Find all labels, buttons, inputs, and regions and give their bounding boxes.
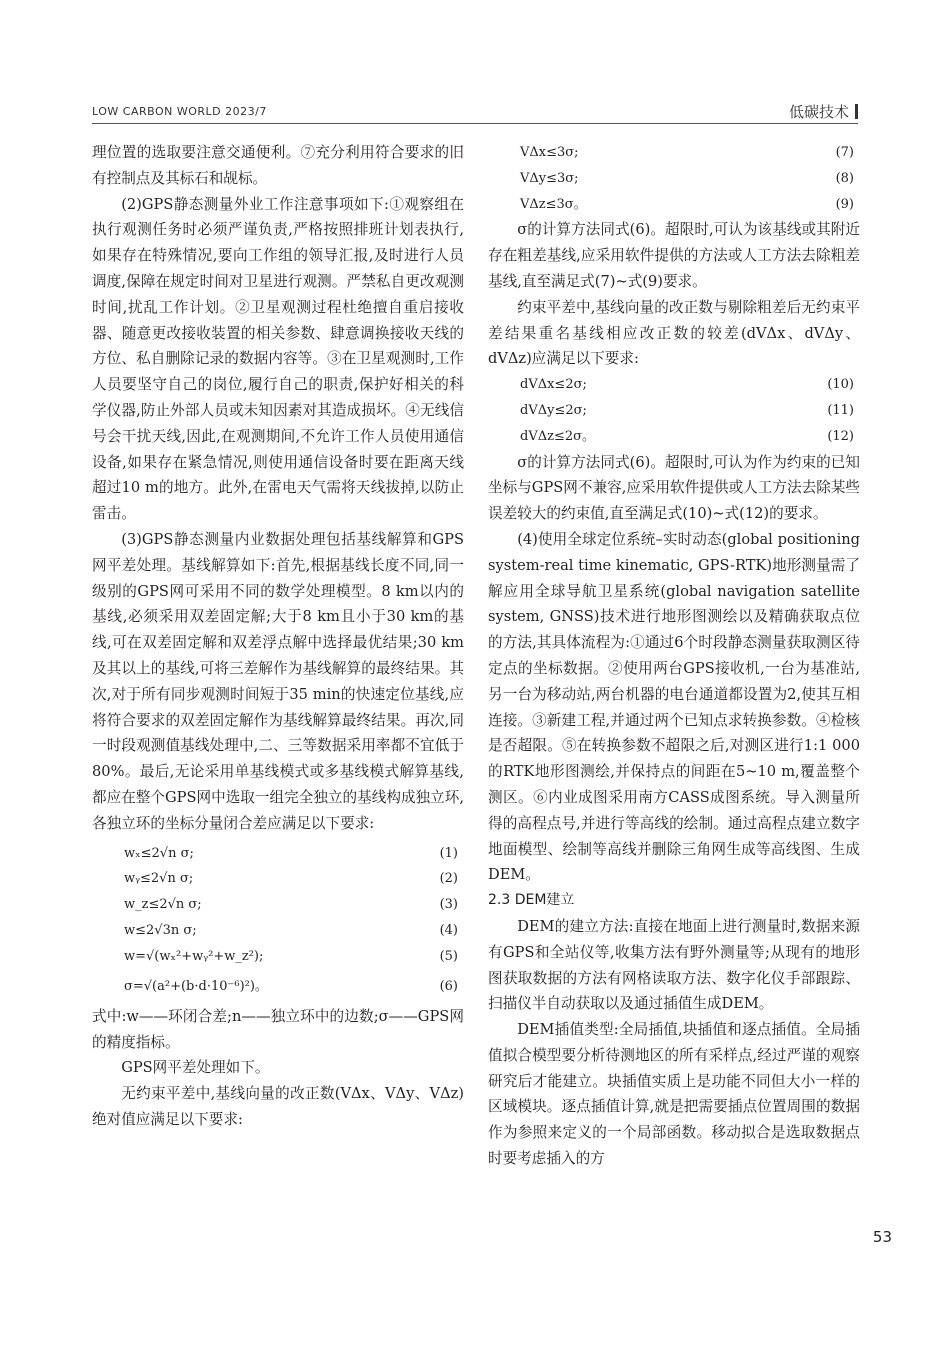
equation: dVΔz≤2σ。 (12) bbox=[520, 428, 854, 444]
equation: VΔz≤3σ。 (9) bbox=[520, 196, 854, 212]
paragraph: σ的计算方法同式(6)。超限时,可认为作为约束的已知坐标与GPS网不兼容,应采用软件提供或人工方法去除某些误差较大的约束值,直至满足式(10)~式(12)的要求。 bbox=[488, 453, 860, 523]
header-rule bbox=[92, 123, 858, 124]
paragraph: GPS网平差处理如下。 bbox=[121, 1059, 270, 1077]
equation: w=√(wₓ²+wᵧ²+w_z²); (5) bbox=[124, 948, 458, 964]
equation: VΔx≤3σ; (7) bbox=[520, 145, 854, 160]
paragraph: (4)使用全球定位系统–实时动态(global positioning system-real time kinematic, GPS-RTK)地形测量需了解应用全球导航卫星系统(global navigation satellite system, GNSS)技术进行地形图测绘以及精确获取点位的方法,其具体流程为:①通过6个时段静态测量获取测区待定点的坐标数据。②使用两台GPS接收机,一台为基准站,另一台为移动站,两台机器的电台通道都设置为2,使其互相连接。③新建工程,并通过两个已知点求转换参数。④检核是否超限。⑤在转换参数不超限之后,对测区进行1:1 000的RTK地形图测绘,并保持点的间距在5~10 m,覆盖整个测区。⑥内业成图采用南方CASS成图系统。导入测量所得的高程点号,并进行等高线的绘制。通过高程点建立数字地面模型、绘制等高线并删除三角网生成等高线图、生成DEM。 bbox=[488, 530, 860, 884]
paragraph: (3)GPS静态测量内业数据处理包括基线解算和GPS网平差处理。基线解算如下:首先,根据基线长度不同,同一级别的GPS网可采用不同的数学处理模型。8 km以内的基线,必须采用双差固定解;大于8 km且小于30 km的基线,可在双差固定解和双差浮点解中选择最优结果;30 km及其以上的基线,可将三差解作为基线解算的最终结果。其次,对于所有同步观测时间短于35 min的快速定位基线,应将符合要求的双差固定解作为基线解算最终结果。再次,同一时段观测值基线处理中,二、三等数据采用率都不宜低于80%。最后,无论采用单基线模式或多基线模式解算基线,都应在整个GPS网中选取一组完全独立的基线构成独立环,各独立环的坐标分量闭合差应满足以下要求: bbox=[92, 530, 464, 832]
section-header bbox=[789, 101, 858, 122]
equation: σ=√(a²+(b·d·10⁻⁶)²)。 (6) bbox=[124, 978, 458, 994]
equation: w≤2√3n σ; (4) bbox=[124, 922, 458, 938]
equation: wᵧ≤2√n σ; (2) bbox=[124, 871, 458, 887]
section-title: 低碳技术 bbox=[788, 103, 849, 121]
paragraph: 约束平差中,基线向量的改正数与剔除粗差后无约束平差结果重名基线相应改正数的较差(dVΔx、dVΔy、dVΔz)应满足以下要求: bbox=[488, 298, 860, 368]
paragraph: (2)GPS静态测量外业工作注意事项如下:①观察组在执行观测任务时必须严谨负责,严格按照排班计划表执行,如果存在特殊情况,要向工作组的领导汇报,及时进行人员调度,保障在规定时间对卫星进行观测。严禁私自更改观测时间,扰乱工作计划。②卫星观测过程杜绝擅自重启接收器、随意更改接收装置的相关参数、肆意调换接收天线的方位、私自删除记录的数据内容等。③在卫星观测时,工作人员要坚守自己的岗位,履行自己的职责,保护好相关的科学仪器,防止外部人员或未知因素对其造成损坏。④无线信号会干扰天线,因此,在观测期间,不允许工作人员使用通信设备,如果存在紧急情况,则使用通信设备时要在距离天线超过10 m的地方。此外,在雷电天气需将天线拔掉,以防止雷击。 bbox=[92, 195, 464, 523]
equation: wₓ≤2√n σ; (1) bbox=[124, 845, 458, 861]
header-bar bbox=[855, 104, 858, 119]
page-number: 53 bbox=[872, 1228, 892, 1246]
paragraph: σ的计算方法同式(6)。超限时,可认为该基线或其附近存在粗差基线,应采用软件提供的方法或人工方法去除粗差基线,直至满足式(7)~式(9)要求。 bbox=[488, 221, 860, 290]
equation: dVΔx≤2σ; (10) bbox=[520, 377, 854, 393]
paragraph: 式中:w——环闭合差;n——独立环中的边数;σ——GPS网的精度指标。 bbox=[92, 1007, 464, 1051]
left-column bbox=[92, 140, 464, 1133]
paragraph: 理位置的选取要注意交通便利。⑦充分利用符合要求的旧有控制点及其标石和觇标。 bbox=[92, 144, 464, 187]
journal-header: LOW CARBON WORLD 2023/7 bbox=[92, 105, 267, 118]
right-column bbox=[488, 140, 860, 1172]
equation: dVΔy≤2σ; (11) bbox=[520, 402, 854, 418]
paragraph: 无约束平差中,基线向量的改正数(VΔx、VΔy、VΔz)绝对值应满足以下要求: bbox=[92, 1085, 464, 1128]
equation: VΔy≤3σ; (8) bbox=[520, 170, 854, 186]
paragraph: DEM插值类型:全局插值,块插值和逐点插值。全局插值拟合模型要分析待测地区的所有采样点,经过严谨的观察研究后才能建立。块插值实质上是功能不同但大小一样的区域模块。逐点插值计算,就是把需要插点位置周围的数据作为参照来定义的一个局部函数。移动拟合是选取数据点时要考虑插入的方 bbox=[488, 1021, 860, 1168]
equation: w_z≤2√n σ; (3) bbox=[124, 897, 458, 913]
paragraph: DEM的建立方法:直接在地面上进行测量时,数据来源有GPS和全站仪等,收集方法有野外测量等;从现有的地形图获取数据的方法有网格读取方法、数字化仪手部跟踪、扫描仪半自动获取以及通过插值生成DEM。 bbox=[488, 917, 860, 1013]
section-heading: 2.3 DEM建立 bbox=[488, 892, 575, 909]
